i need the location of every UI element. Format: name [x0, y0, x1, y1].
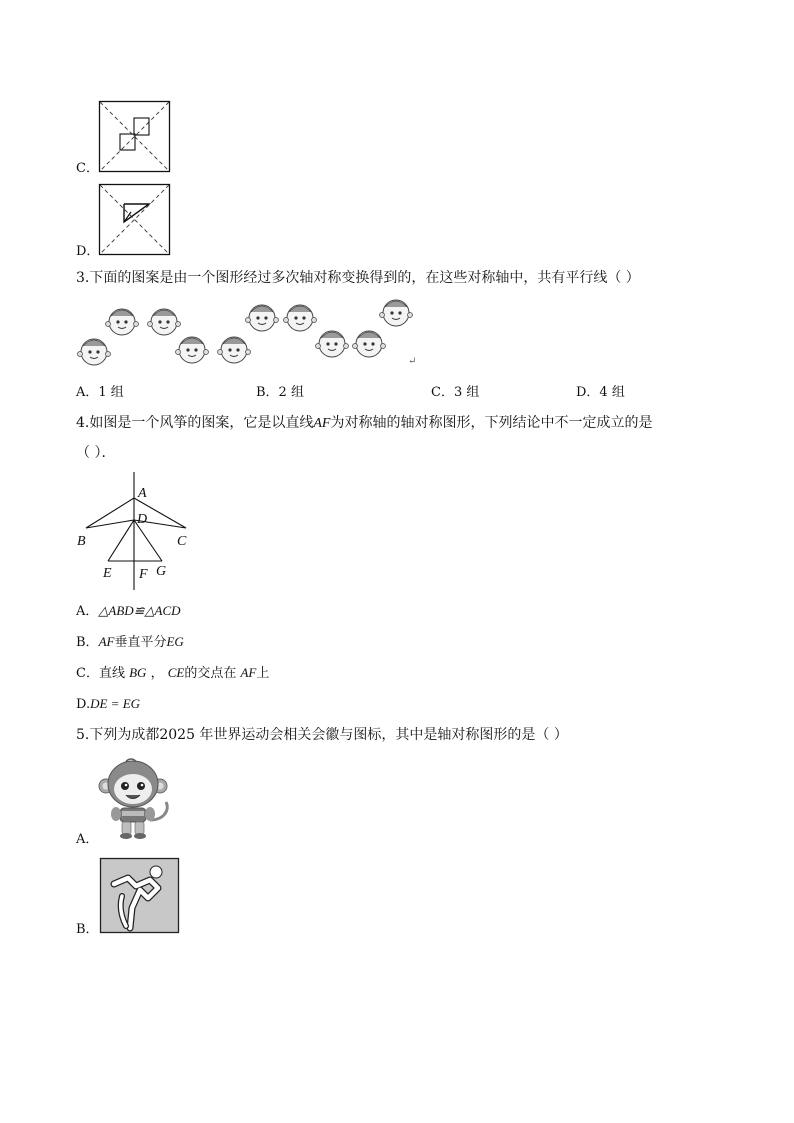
- kite-figure: [76, 470, 206, 595]
- q4-option-d: [76, 695, 140, 714]
- face-icon: [316, 331, 349, 357]
- q4-option-c-text1: ，: [146, 666, 168, 681]
- q4-option-b-math2: EG: [166, 634, 184, 649]
- q2-option-c-figure: [99, 101, 171, 173]
- q3-option-b: B．2 组: [256, 385, 304, 400]
- q4-option-d-math: DE = EG: [90, 696, 141, 711]
- q4-option-a-prefix: A．: [76, 604, 99, 619]
- q3-faces-figure: [74, 300, 417, 370]
- face-icon: [106, 309, 139, 335]
- q3-stem: 3.下面的图案是由一个图形经过多次轴对称变换得到的，在这些对称轴中，共有平行线（ ）: [76, 270, 640, 286]
- face-icon: [148, 309, 181, 335]
- label-g: G: [156, 564, 167, 579]
- face-icon: [218, 337, 251, 363]
- q4-option-c-text3: 上: [256, 666, 270, 681]
- q4-option-b-text: 垂直平分: [114, 635, 167, 650]
- q4-option-c-math2: CE: [167, 665, 185, 680]
- label-c: C: [177, 534, 187, 549]
- q4-option-a-math: △ABD≌△ACD: [98, 603, 181, 618]
- q4-option-b: [76, 633, 184, 652]
- q4-option-a: [76, 602, 181, 621]
- monkey-mascot-icon: [98, 758, 174, 840]
- q4-option-d-prefix: D.: [76, 697, 91, 712]
- q5-option-a-label: A．: [76, 832, 99, 847]
- q2-option-d-label: D．: [76, 244, 100, 259]
- q5-option-b-label: B．: [76, 922, 99, 937]
- q4-option-c-math1: BG: [129, 665, 147, 680]
- q2-option-c-label: C．: [76, 161, 99, 176]
- label-f: F: [139, 567, 148, 582]
- q3-option-a: A．1 组: [76, 385, 124, 400]
- face-icon: [284, 305, 317, 331]
- face-icon: [78, 339, 111, 365]
- face-icon: [246, 305, 279, 331]
- q4-stem-line2: （ ）．: [76, 445, 116, 461]
- q4-option-c-math3: AF: [240, 665, 257, 680]
- q4-stem-prefix: 4.如图是一个风筝的图案，它是以直线: [76, 415, 314, 431]
- q4-option-c: [76, 664, 269, 683]
- q4-option-c-prefix: C．直线: [76, 666, 130, 681]
- label-e: E: [103, 566, 112, 581]
- q3-option-d: D．4 组: [576, 385, 625, 400]
- label-b: B: [77, 534, 86, 549]
- face-icon: [353, 331, 386, 357]
- q4-option-b-prefix: B．: [76, 635, 99, 650]
- q4-option-c-text2: 的交点在: [184, 666, 241, 681]
- label-a: A: [138, 486, 147, 501]
- q4-stem: [76, 414, 652, 433]
- face-icon: [380, 300, 413, 326]
- q2-option-d-figure: [99, 184, 171, 256]
- q4-stem-suffix: 为对称轴的轴对称图形，下列结论中不一定成立的是: [330, 415, 653, 431]
- q5-stem: 5.下列为成都2025 年世界运动会相关会徽与图标，其中是轴对称图形的是（ ）: [76, 727, 568, 743]
- label-d: D: [137, 512, 148, 527]
- face-icon: [176, 337, 209, 363]
- q4-stem-var: AF: [313, 416, 331, 431]
- return-mark: ↵: [408, 356, 417, 367]
- kick-sport-pictogram-icon: [100, 858, 180, 934]
- q4-option-b-math1: AF: [98, 634, 115, 649]
- q3-option-c: C．3 组: [431, 385, 480, 400]
